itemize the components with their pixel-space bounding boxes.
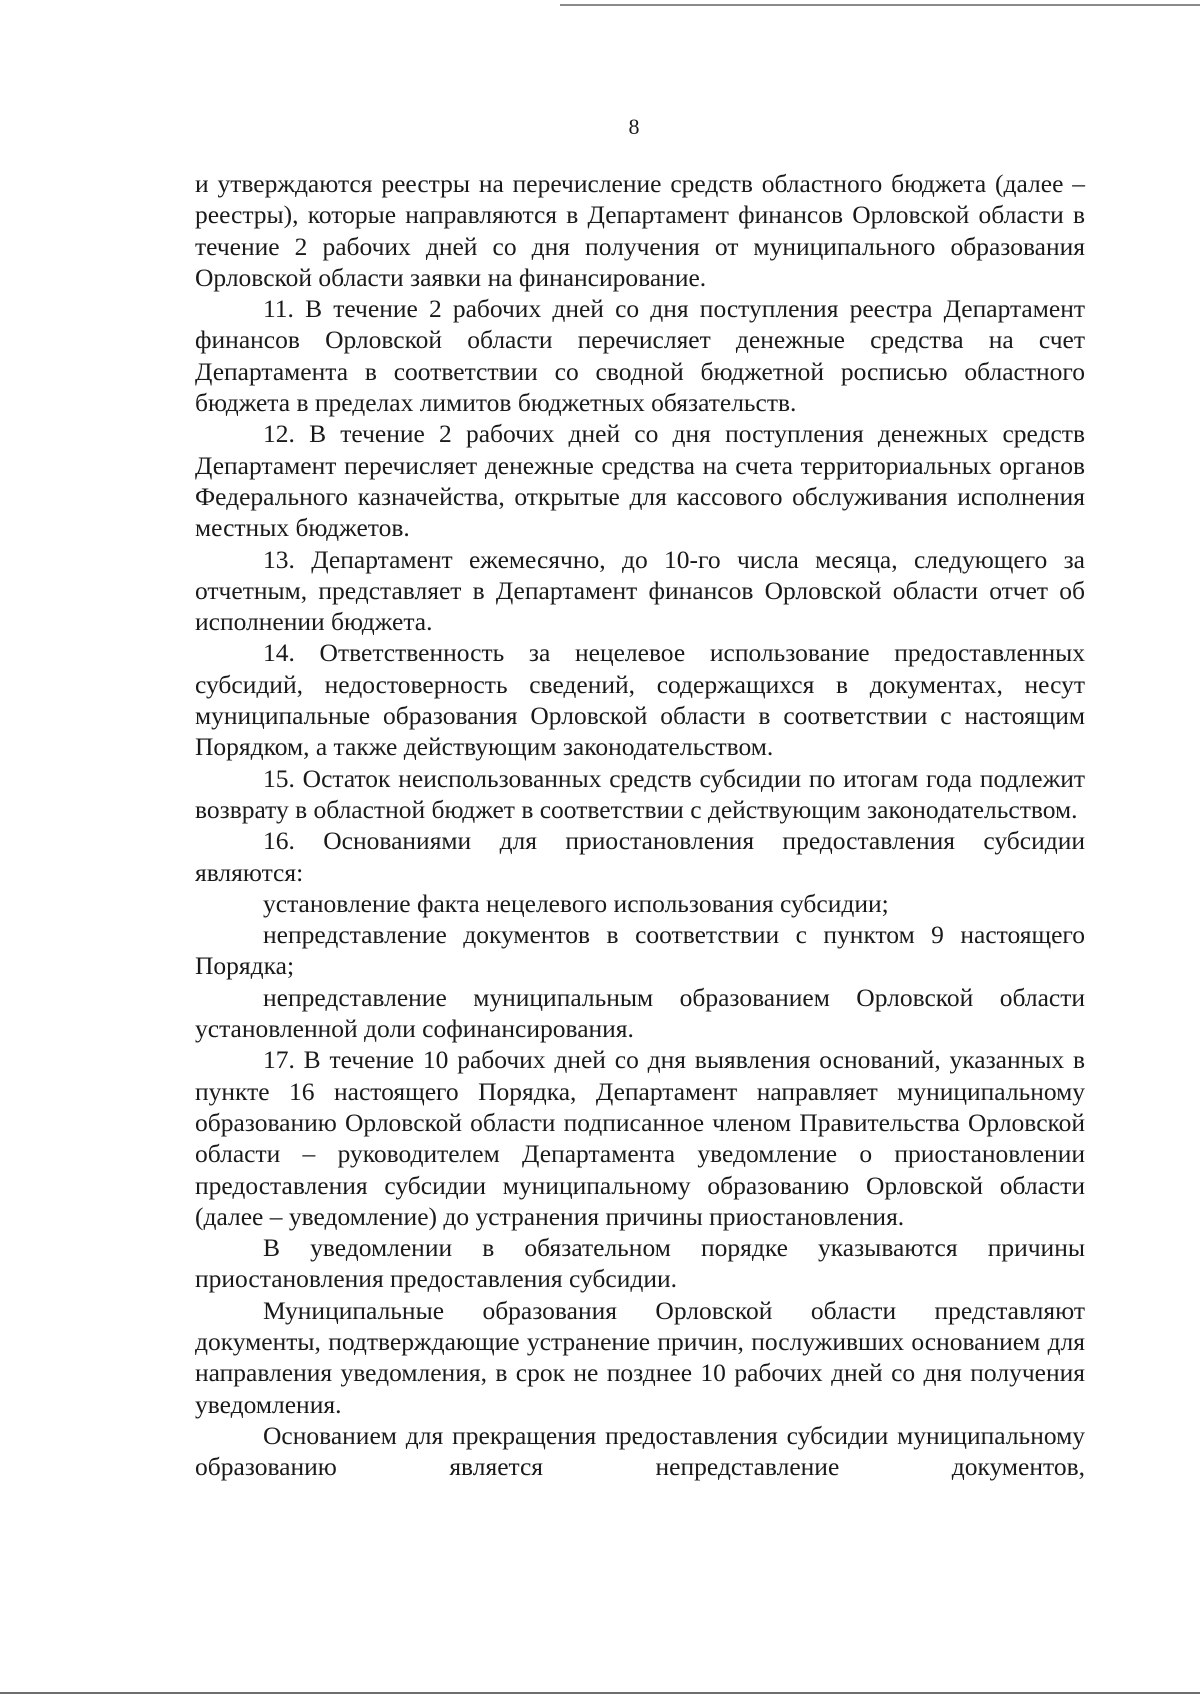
paragraph-16-item-1: установление факта нецелевого использования субсидии; <box>263 888 889 918</box>
paragraph-10-continuation: и утверждаются реестры на перечисление средств областного бюджета (далее – реестры), которые направляются в Департамент финансов Орловской области в течение 2 рабочих дней со дня получения от муниципального образования Орловской области заявки на финансирование. <box>195 169 1085 292</box>
document-body <box>195 168 1085 1482</box>
paragraph-16: 16. Основаниями для приостановления предоставления субсидии являются: <box>195 826 1085 887</box>
paragraph-14: 14. Ответственность за нецелевое использование предоставленных субсидий, недостоверность сведений, содержащихся в документах, несут муниципальные образования Орловской области в соответствии с настоящим Порядком, а также действующим законодательством. <box>195 638 1085 762</box>
paragraph-16-item-2: непредставление документов в соответствии с пунктом 9 настоящего Порядка; <box>195 920 1085 981</box>
scan-edge-bottom <box>0 1692 1200 1694</box>
paragraph-17: 17. В течение 10 рабочих дней со дня выявления оснований, указанных в пункте 16 настоящего Порядка, Департамент направляет муниципальному образованию Орловской области подписанное членом Правительства Орловской области – руководителем Департамента уведомление о приостановлении предоставления субсидии муниципальному образованию Орловской области (далее – уведомление) до устранения причины приостановления. <box>195 1045 1085 1231</box>
paragraph-12: 12. В течение 2 рабочих дней со дня поступления денежных средств Департамент перечисляет денежные средства на счета территориальных органов Федерального казначейства, открытые для кассового обслуживания исполнения местных бюджетов. <box>195 419 1085 543</box>
paragraph-15: 15. Остаток неиспользованных средств субсидии по итогам года подлежит возврату в областной бюджет в соответствии с действующим законодательством. <box>195 763 1085 824</box>
scan-edge-top <box>560 4 1200 6</box>
paragraph-11: 11. В течение 2 рабочих дней со дня поступления реестра Департамент финансов Орловской области перечисляет денежные средства на счет Департамента в соответствии со сводной бюджетной росписью областного бюджета в пределах лимитов бюджетных обязательств. <box>195 294 1085 418</box>
paragraph-16-item-3: непредставление муниципальным образованием Орловской области установленной доли софинансирования. <box>195 982 1085 1044</box>
paragraph-17-notice-reasons: В уведомлении в обязательном порядке указываются причины приостановления предоставления субсидии. <box>195 1233 1085 1294</box>
paragraph-13: 13. Департамент ежемесячно, до 10-го числа месяца, следующего за отчетным, представляет в Департамент финансов Орловской области отчет об исполнении бюджета. <box>195 544 1085 637</box>
paragraph-17-termination: Основанием для прекращения предоставления субсидии муниципальному образованию является непредставление документов, <box>195 1420 1085 1482</box>
paragraph-17-documents: Муниципальные образования Орловской области представляют документы, подтверждающие устранение причин, послуживших основанием для направления уведомления, в срок не позднее 10 рабочих дней со дня получения уведомления. <box>195 1295 1085 1419</box>
page-number: 8 <box>628 114 640 139</box>
